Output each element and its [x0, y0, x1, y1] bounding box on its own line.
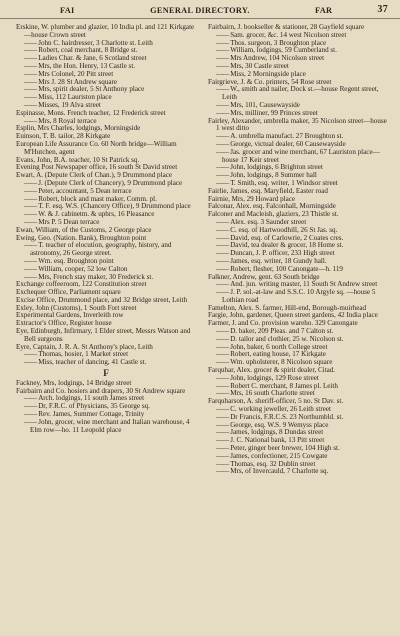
directory-entry: —— And. jun. writing master, 11 South St Andrew street: [208, 281, 388, 289]
directory-entry: Evans, John, B.A. teacher, 10 St Patrick sq.: [16, 155, 140, 164]
directory-entry: Ewart, A. (Depute Clerk of Chan.), 9 Drummond place: [16, 171, 173, 180]
directory-entry: Fairbairn, J. bookseller & stationer, 28 Gayfield square: [208, 23, 365, 31]
directory-entry: —— Dr, F.R.C. of Physicians, 35 George sq.: [16, 403, 196, 411]
directory-entry: —— Mrs, 16 south Charlotte street: [208, 390, 388, 398]
directory-entry: —— Mrs Andrew, 104 Nicolson street: [208, 55, 388, 63]
directory-entry: —— Thomas, hosier, 1 Market street: [16, 351, 196, 359]
directory-entry: Erskine, W. plumber and glazier, 10 India pl. and 121 Kirkgate—house Crown street: [16, 23, 195, 39]
directory-entry: Fargie, John, gardener, Queen street gardens, 42 India place: [208, 311, 378, 320]
directory-entry: —— Peter, ginger beer brewer, 104 High st.: [208, 445, 388, 453]
directory-entry: —— Mrs, 101, Causewayside: [208, 102, 388, 110]
directory-entry: —— Robert, block and mast maker, Comm. pl.: [16, 196, 196, 204]
header-title: GENERAL DIRECTORY.: [150, 6, 250, 15]
directory-entry: Extractor's Office, Register house: [16, 319, 112, 328]
directory-entry: —— C. esq. of Hartwoodhill, 26 St Jas. sq.: [208, 227, 388, 235]
directory-entry: —— D. tailor and clothier, 25 w. Nicolson st.: [208, 336, 388, 344]
directory-entry: Ewan, William, of the Customs, 2 George place: [16, 225, 152, 234]
directory-entry: —— David, tea dealer & grocer, 18 Home st.: [208, 242, 388, 250]
directory-entry: —— Robert, eating house, 17 Kirkgate: [208, 351, 388, 359]
directory-entry: Esplin, Mrs Charles, lodgings, Morningside: [16, 124, 141, 133]
directory-entry: Euinson, T. B. tailor, 28 Kirkgate: [16, 132, 111, 141]
directory-entry: —— Misses, 19 Alva street: [16, 102, 196, 110]
right-column: [208, 24, 388, 476]
page-number: 37: [377, 4, 388, 15]
directory-entry: Exchange coffeeroom, 122 Constitution street: [16, 280, 147, 289]
directory-entry: —— James, lodgings, 8 Dundas street: [208, 429, 388, 437]
directory-entry: —— Robert, coal merchant, 8 Bridge st.: [16, 47, 196, 55]
directory-entry: —— D. baker, 209 Pleas. and 7 Calton st.: [208, 328, 388, 336]
directory-entry: —— William, lodgings, 59 Cumberland st.: [208, 47, 388, 55]
directory-entry: Espinasse, Mons. French teacher, 12 Frederick street: [16, 108, 166, 117]
directory-entry: Falkner, Andrew, gent. 63 South bridge: [208, 272, 320, 281]
directory-entry: —— J. C. National bank, 13 Pitt street: [208, 437, 388, 445]
directory-entry: Exchequer Office, Parliament square: [16, 288, 121, 297]
directory-entry: —— Thomas, esq. 32 Dublin street: [208, 461, 388, 469]
directory-entry: —— Mrs J. 28 St Andrew square: [16, 79, 196, 87]
directory-entry: —— Robert, flesher, 100 Canongate—h. 119: [208, 266, 388, 274]
directory-entry: —— J. (Depute Clerk of Chancery), 9 Drummond place: [16, 180, 196, 188]
directory-entry: —— Thos. surgeon, 3 Broughton place: [208, 40, 388, 48]
directory-entry: —— Mrs, milliner, 99 Princes street: [208, 110, 388, 118]
directory-entry: —— T. Smith, esq. writer, 1 Windsor street: [208, 180, 388, 188]
directory-entry: —— George, esq. W.S. 9 Wemyss place: [208, 422, 388, 430]
directory-entry: —— Ladies Char. & Jane, 6 Scotland street: [16, 55, 196, 63]
directory-entry: —— John, lodgings, 8 Summer hall: [208, 172, 388, 180]
directory-entry: —— W., smith and nailer, Dock st.—house Regent street, Leith: [208, 86, 388, 102]
directory-entry: —— Arch. lodgings, 11 south James street: [16, 395, 196, 403]
directory-entry: —— John, grocer, wine merchant and Italian warehouse, 4 Elm row—ho. 11 Leopold place: [16, 419, 196, 435]
directory-entry: —— John, lodgings, 129 Rose street: [208, 375, 388, 383]
directory-entry: —— Alex. esq. 3 Saunder street: [208, 219, 388, 227]
directory-entry: Falconar, Alex. esq. Falconhall, Morningside: [208, 202, 336, 211]
left-column: [16, 24, 196, 434]
directory-entry: —— T. teacher of elocution, geography, history, and astronomy, 26 George street.: [16, 242, 196, 258]
directory-entry: —— Mrs, spirit dealer, 5 St Anthony place: [16, 86, 196, 94]
directory-entry: Farquhar, Alex. grocer & spirit dealer, Citad.: [208, 366, 336, 375]
directory-entry: —— Miss, 2 Morningside place: [208, 71, 388, 79]
directory-entry: —— John, baker, 6 north College street: [208, 344, 388, 352]
directory-entry: —— Robert C. merchant, 8 James pl. Leith: [208, 383, 388, 391]
directory-entry: Farquharson, A. sheriff-officer, 5 no. St Dav. st.: [208, 397, 344, 406]
directory-entry: —— Mrs, 8 Royal terrace: [16, 118, 196, 126]
header-right-guide: FAR: [315, 6, 333, 15]
directory-entry: —— James, esq. writer, 18 Gundy hall.: [208, 258, 388, 266]
directory-entry: —— Mrs, of Invercauld, 7 Charlotte sq.: [208, 468, 388, 476]
directory-entry: —— W. & J. cabinetm. & uphrs, 16 Pleasance: [16, 211, 196, 219]
directory-entry: —— C. working jeweller, 26 Leith street: [208, 406, 388, 414]
directory-entry: Fackney, Mrs, lodgings, 14 Bridge street: [16, 378, 132, 387]
directory-entry: Excise Office, Drummond place, and 32 Bridge street, Leith: [16, 295, 188, 304]
directory-entry: Eye, Edinburgh, Infirmary, 1 Elder street, Messrs Watson and Bell surgeons: [16, 327, 191, 343]
directory-entry: Exley, John (Customs), 1 South Fort street: [16, 303, 137, 312]
directory-entry: —— Wm. upholsterer, 8 Nicolson square: [208, 359, 388, 367]
directory-entry: —— Mrs P. 5 Dean terrace: [16, 219, 196, 227]
directory-entry: —— Mrs, the Hon. Henry, 13 Castle st.: [16, 63, 196, 71]
directory-entry: —— George, victual dealer, 60 Causewayside: [208, 141, 388, 149]
directory-entry: —— Wm. esq. Broughton point: [16, 258, 196, 266]
directory-entry: Fairbairn and Co. hosiers and drapers, 30 St Andrew square: [16, 386, 186, 395]
directory-entry: —— Duncan, J. P. officer, 233 High street: [208, 250, 388, 258]
directory-entry: Fairnie, Mrs, 29 Howard place: [208, 194, 296, 203]
directory-entry: Evening Post Newspaper office, 16 south St David street: [16, 163, 178, 172]
directory-entry: Famelton, Alex. S. farmer, Hill-end, Borough-muirhead: [208, 303, 367, 312]
directory-entry: Eyre, Captain, J. R. A. St Anthony's place, Leith: [16, 342, 153, 351]
directory-entry: —— Dr Francis, F.R.C.S. 23 Northumbld. st.: [208, 414, 388, 422]
directory-entry: —— Rev. James, Summer Cottage, Trinity: [16, 411, 196, 419]
directory-entry: —— Peter, accountant, 5 Dean terrace: [16, 188, 196, 196]
directory-entry: —— Jas. grocer and wine merchant, 67 Lauriston place—house 17 Keir street: [208, 149, 388, 165]
header-left-guide: FAI: [60, 6, 75, 15]
directory-entry: —— Mrs, French stay maker, 30 Frederick st.: [16, 274, 196, 282]
directory-entry: —— Miss, 112 Lauriston place: [16, 94, 196, 102]
directory-entry: Fairgrieve, J. & Co. printers, 54 Rose street: [208, 77, 332, 86]
directory-entry: Ewing, Geo. (Nation. Bank), Broughton point: [16, 233, 147, 242]
directory-entry: —— Mrs Colonel, 20 Pitt street: [16, 71, 196, 79]
directory-entry: —— A. umbrella manufact. 27 Broughton st.: [208, 133, 388, 141]
running-header: [0, 0, 400, 19]
directory-entry: Fairlie, James, esq. Maryfield, Easter road: [208, 186, 328, 195]
directory-entry: —— David, esq. of Carlowrie, 2 Coates cres.: [208, 235, 388, 243]
directory-entry: European Life Assurance Co. 60 North bridge—William M'Hutchen, agent: [16, 139, 177, 156]
section-letter: F: [103, 368, 109, 379]
directory-entry: —— John, lodgings, 6 Brighton street: [208, 164, 388, 172]
directory-entry: —— Mrs, 30 Castle street: [208, 63, 388, 71]
directory-entry: —— John C. hairdresser, 3 Charlotte st. Leith: [16, 40, 196, 48]
directory-entry: Farmer, J. and Co. provision wareho. 329 Canongate: [208, 319, 358, 328]
directory-entry: —— Sam. grocer, &c. 14 west Nicolson street: [208, 32, 388, 40]
directory-entry: —— William, cooper, 52 low Calton: [16, 266, 196, 274]
directory-entry: Fairley, Alexander, umbrella maker, 35 Nicolson street—house 1 west ditto: [208, 116, 387, 133]
directory-entry: —— Miss, teacher of dancing, 41 Castle st.: [16, 359, 196, 367]
directory-entry: —— James, confectioner, 215 Cowgate: [208, 453, 388, 461]
directory-entry: —— T. F. esq. W.S. (Chancery Office), 9 Drummond place: [16, 203, 196, 211]
directory-entry: —— J. P. sol.-at-law and S.S.C. 10 Argyle sq. —house 5 Lothian road: [208, 289, 388, 305]
directory-entry: Falconer and Macleish, glaziers, 23 Thistle st.: [208, 210, 339, 219]
directory-entry: Experimental Gardens, Inverleith row: [16, 311, 124, 320]
